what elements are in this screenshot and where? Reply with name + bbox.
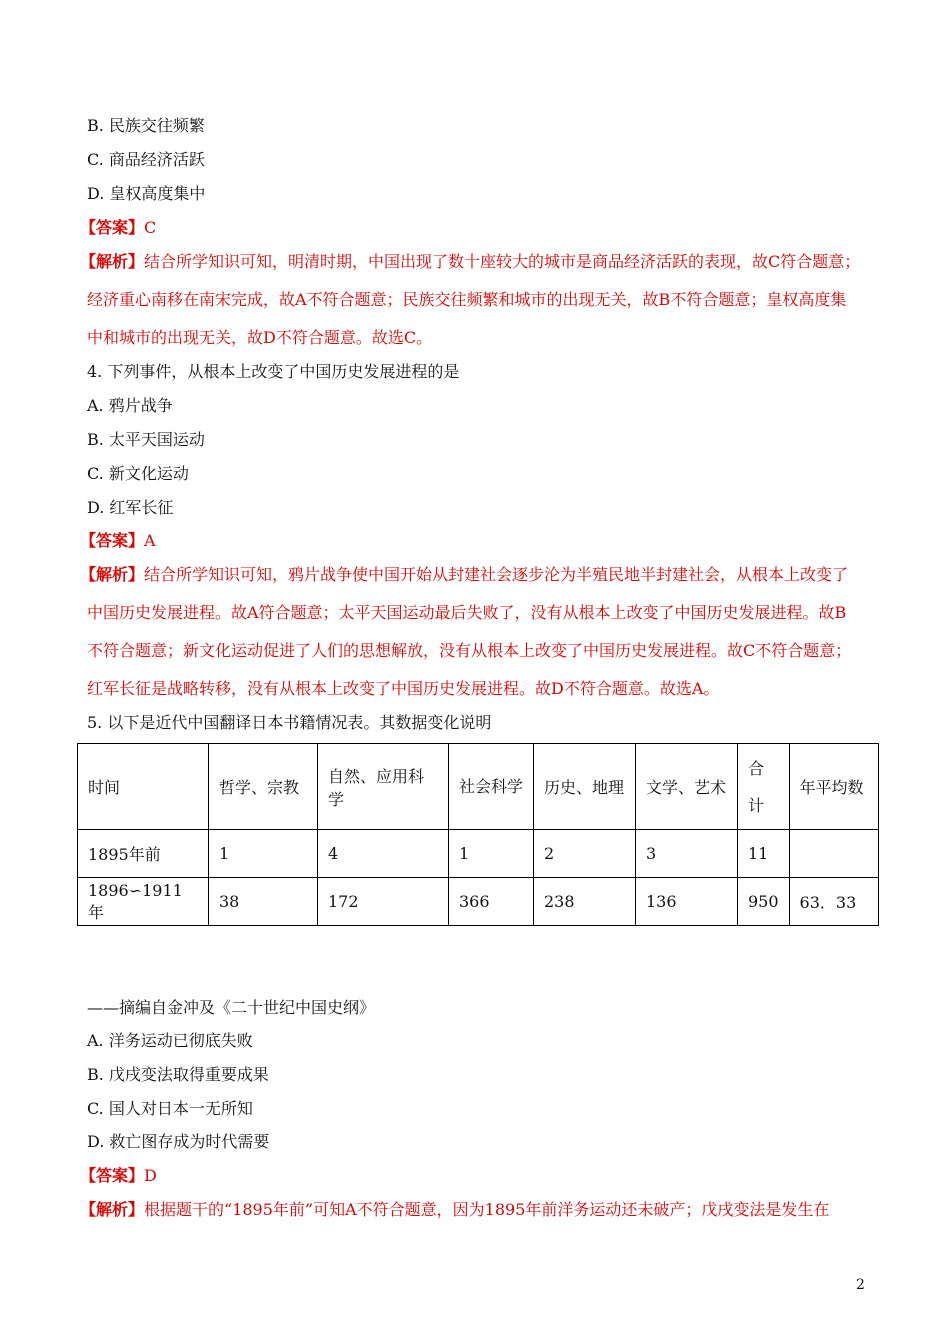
table-header-cell: 哲学、宗教 <box>209 744 318 830</box>
answer-label: 【答案】 <box>80 218 145 237</box>
q3-analysis-line-2: 经济重心南移在南宋完成，故A不符合题意；民族交往频繁和城市的出现无关，故B不符合题意；皇权高度集 <box>87 290 847 309</box>
q4-stem: 4. 下列事件，从根本上改变了中国历史发展进程的是 <box>87 362 460 381</box>
table-cell: 366 <box>449 878 534 926</box>
answer-value: D <box>144 1166 157 1185</box>
q3-analysis-line-1 <box>80 252 860 272</box>
q3-option-c: C. 商品经济活跃 <box>87 150 205 169</box>
table-cell: 2 <box>534 830 636 878</box>
table-header-cell: 合计 <box>738 744 790 830</box>
analysis-label: 【解析】 <box>80 1200 145 1219</box>
q5-option-d: D. 救亡图存成为时代需要 <box>87 1132 270 1151</box>
table-cell: 38 <box>209 878 318 926</box>
q4-option-c: C. 新文化运动 <box>87 464 189 483</box>
table-cell: 1896∽1911年 <box>78 878 209 926</box>
q5-option-b: B. 戊戌变法取得重要成果 <box>87 1065 269 1084</box>
analysis-label: 【解析】 <box>80 565 145 584</box>
analysis-text: 结合所学知识可知，鸦片战争使中国开始从封建社会逐步沦为半殖民地半封建社会，从根本上改变了 <box>144 565 849 584</box>
table-header-cell: 年平均数 <box>789 744 878 830</box>
q4-option-a: A. 鸦片战争 <box>87 396 173 415</box>
q3-option-d: D. 皇权高度集中 <box>87 184 206 203</box>
analysis-text: 根据题干的“1895年前”可知A不符合题意，因为1895年前洋务运动还未破产；戊戌变法是发生在 <box>144 1200 830 1219</box>
table-header-cell: 历史、地理 <box>534 744 636 830</box>
table-cell: 4 <box>318 830 449 878</box>
table-cell: 1895年前 <box>78 830 209 878</box>
table-cell: 3 <box>636 830 738 878</box>
answer-label: 【答案】 <box>80 531 145 550</box>
q4-option-b: B. 太平天国运动 <box>87 430 205 449</box>
answer-label: 【答案】 <box>80 1166 145 1185</box>
q4-analysis-line-2: 中国历史发展进程。故A符合题意；太平天国运动最后失败了，没有从根本上改变了中国历史发展进程。故B <box>87 603 847 622</box>
q3-analysis-line-3: 中和城市的出现无关，故D不符合题意。故选C。 <box>87 328 433 347</box>
page-number: 2 <box>856 1277 865 1293</box>
q5-analysis-line-1 <box>80 1200 829 1220</box>
table-header-cell: 社会科学 <box>449 744 534 830</box>
answer-value: C <box>144 218 157 237</box>
q4-option-d: D. 红军长征 <box>87 498 174 517</box>
analysis-label: 【解析】 <box>80 252 145 271</box>
table-header-row <box>78 744 879 830</box>
q4-analysis-line-3: 不符合题意；新文化运动促进了人们的思想解放，没有从根本上改变了中国历史发展进程。故C不符合题意； <box>87 641 852 660</box>
table-header-cell: 文学、艺术 <box>636 744 738 830</box>
table-row <box>78 878 879 926</box>
table-cell: 63．33 <box>789 878 878 926</box>
answer-value: A <box>144 531 156 550</box>
q5-option-c: C. 国人对日本一无所知 <box>87 1099 253 1118</box>
q4-analysis-line-4: 红军长征是战略转移，没有从根本上改变了中国历史发展进程。故D不符合题意。故选A。 <box>87 679 720 698</box>
q4-answer <box>80 531 156 551</box>
q3-answer <box>80 218 156 238</box>
q3-option-b: B. 民族交往频繁 <box>87 116 205 135</box>
table-cell <box>789 830 878 878</box>
table-row <box>78 830 879 878</box>
table-cell: 238 <box>534 878 636 926</box>
q5-option-a: A. 洋务运动已彻底失败 <box>87 1031 253 1050</box>
table-cell: 950 <box>738 878 790 926</box>
table-cell: 136 <box>636 878 738 926</box>
table-header-cell: 时间 <box>78 744 209 830</box>
table-header-cell: 自然、应用科学 <box>318 744 449 830</box>
table-cell: 1 <box>449 830 534 878</box>
table-cell: 1 <box>209 830 318 878</box>
q5-stem: 5. 以下是近代中国翻译日本书籍情况表。其数据变化说明 <box>87 713 492 732</box>
q5-source: ——摘编自金冲及《二十世纪中国史纲》 <box>87 998 376 1017</box>
table-cell: 11 <box>738 830 790 878</box>
analysis-text: 结合所学知识可知，明清时期，中国出现了数十座较大的城市是商品经济活跃的表现，故C符合题意； <box>144 252 861 271</box>
q4-analysis-line-1 <box>80 565 848 585</box>
table-cell: 172 <box>318 878 449 926</box>
translation-table <box>77 743 879 926</box>
q5-answer <box>80 1166 157 1186</box>
